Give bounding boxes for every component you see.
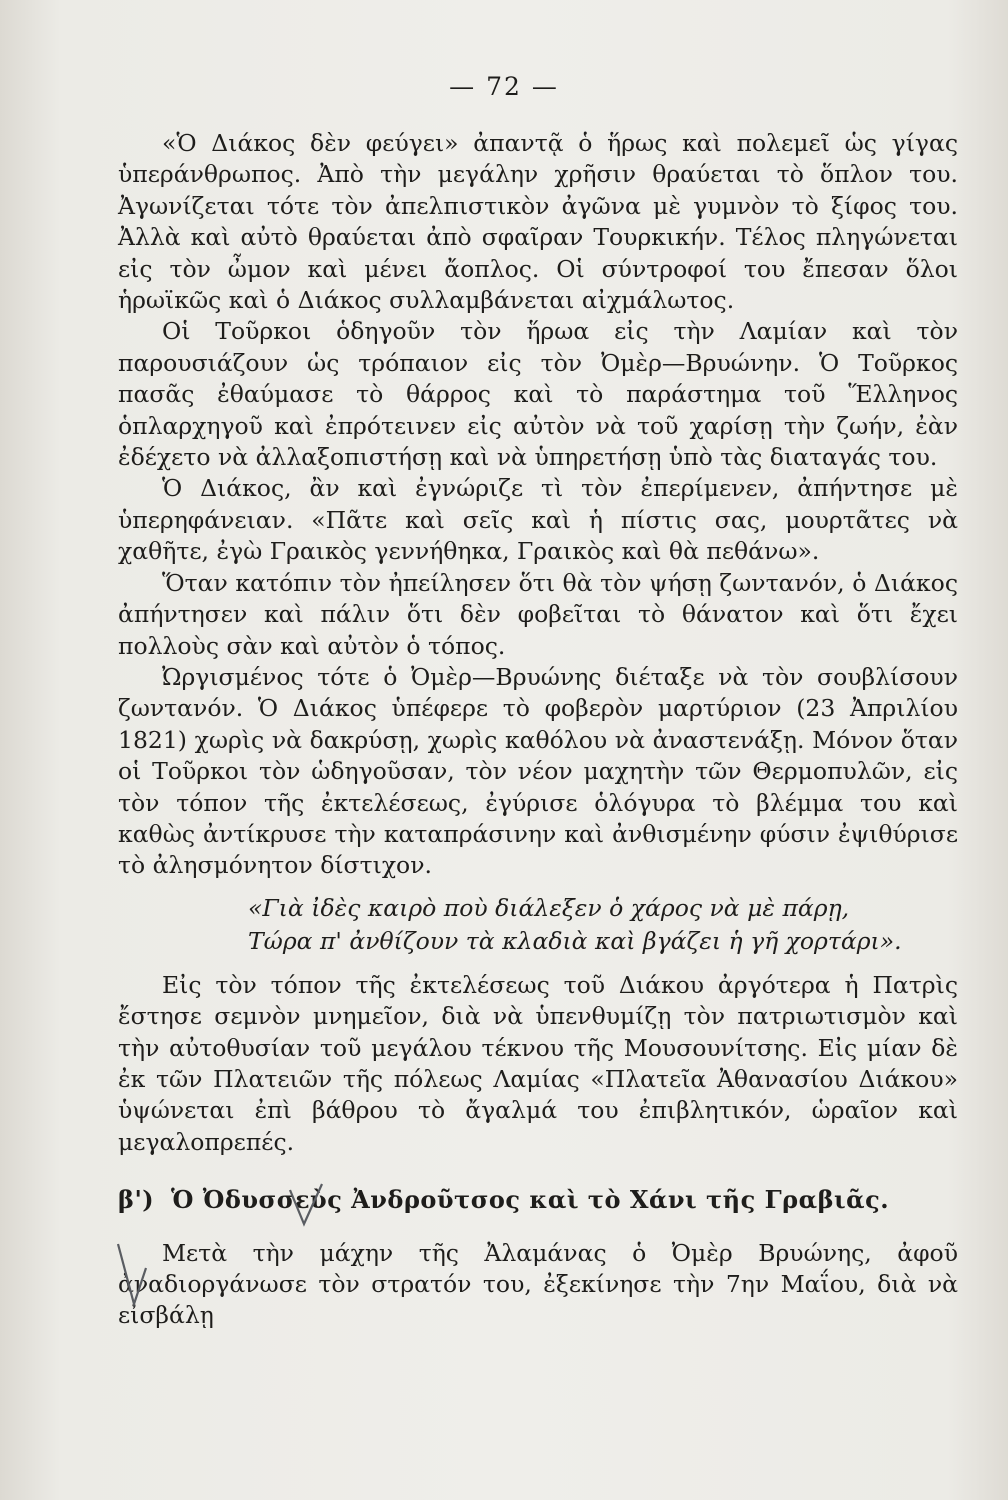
page-body [118, 128, 958, 1332]
paragraph-5: Ὠργισμένος τότε ὁ Ὀμὲρ—Βρυώνης διέταξε νὰ τὸν σουβλίσουν ζωντανόν. Ὁ Διάκος ὑπέφερε τὸ φοβερὸν μαρτύριον (23 Ἀπριλίου 1821) χωρὶς νὰ δακρύσῃ, χωρὶς καθόλου νὰ ἀναστενάξῃ. Μόνον ὅταν οἱ Τοῦρκοι τὸν ὡδηγοῦσαν, τὸν νέον μαχητὴν τῶν Θερμοπυλῶν, εἰς τὸν τόπον τῆς ἐκτελέσεως, ἐγύρισε ὁλόγυρα τὸ βλέμμα του καὶ καθὼς ἀντίκρυσε τὴν καταπράσινην καὶ ἀνθισμένην φύσιν ἐψιθύρισε τὸ ἀλησμόνητον δίστιχον. [118, 662, 958, 880]
section-heading [118, 1184, 958, 1215]
paragraph-2: Οἱ Τοῦρκοι ὁδηγοῦν τὸν ἥρωα εἰς τὴν Λαμίαν καὶ τὸν παρουσιάζουν ὡς τρόπαιον εἰς τὸν Ὀμὲρ—Βρυώνην. Ὁ Τοῦρκος πασᾶς ἐθαύμασε τὸ θάρρος καὶ τὸ παράστημα τοῦ Ἕλληνος ὁπλαρχηγοῦ καὶ ἐπρότεινεν εἰς αὐτὸν νὰ τοῦ χαρίσῃ τὴν ζωήν, ἐὰν ἐδέχετο νὰ ἀλλαξοπιστήσῃ καὶ νὰ ὑπηρετήσῃ ὑπὸ τὰς διαταγάς του. [118, 317, 958, 472]
paragraph-6: Εἰς τὸν τόπον τῆς ἐκτελέσεως τοῦ Διάκου ἀργότερα ἡ Πατρὶς ἔστησε σεμνὸν μνημεῖον, διὰ νὰ ὑπενθυμίζῃ τὸν πατριωτισμὸν καὶ τὴν αὐτοθυσίαν τοῦ μεγάλου τέκνου τῆς Μουσουνίτσης. Εἰς μίαν δὲ ἐκ τῶν Πλατειῶν τῆς πόλεως Λαμίας «Πλατεῖα Ἀθανασίου Διάκου» ὑψώνεται ἐπὶ βάθρου τὸ ἄγαλμά του ἐπιβλητικόν, ὡραῖον καὶ μεγαλοπρεπές. [118, 970, 958, 1156]
paragraph-7: Μετὰ τὴν μάχην τῆς Ἀλαμάνας ὁ Ὀμὲρ Βρυώνης, ἀφοῦ ἀναδιοργάνωσε τὸν στρατόν του, ἐξεκίνησε τὴν 7ην Μαΐου, διὰ νὰ εἰσβάλῃ [118, 1238, 958, 1330]
paragraph-1: «Ὁ Διάκος δὲν φεύγει» ἀπαντᾷ ὁ ἥρως καὶ πολεμεῖ ὡς γίγας ὑπεράνθρωπος. Ἀπὸ τὴν μεγάλην χρῆσιν θραύεται τὸ ὅπλον του. Ἀγωνίζεται τότε τὸν ἀπελπιστικὸν ἀγῶνα μὲ γυμνὸν τὸ ξίφος του. Ἀλλὰ καὶ αὐτὸ θραύεται ἀπὸ σφαῖραν Τουρκικήν. Τέλος πληγώνεται εἰς τὸν ὦμον καὶ μένει ἄοπλος. Οἱ σύντροφοί του ἔπεσαν ὅλοι ἡρωϊκῶς καὶ ὁ Διάκος συλλαμβάνεται αἰχμάλωτος. [118, 129, 958, 315]
poem-line-2: Τώρα π' ἀνθίζουν τὰ κλαδιὰ καὶ βγάζει ἡ γῆ χορτάρι». [248, 926, 902, 955]
paragraph-3: Ὁ Διάκος, ἂν καὶ ἐγνώριζε τὶ τὸν ἐπερίμενεν, ἀπήντησε μὲ ὑπερηφάνειαν. «Πᾶτε καὶ σεῖς καὶ ἡ πίστις σας, μουρτᾶτες νὰ χαθῆτε, ἐγὼ Γραικὸς γεννήθηκα, Γραικὸς καὶ θὰ πεθάνω». [118, 474, 958, 566]
section-title: Ὁ Ὀδυσσεὺς Ἀνδροῦτσος καὶ τὸ Χάνι τῆς Γραβιᾶς. [171, 1185, 890, 1215]
handwritten-check-icon [286, 1180, 326, 1230]
poem-line-1: «Γιὰ ἰδὲς καιρὸ ποὺ διάλεξεν ὁ χάρος νὰ μὲ πάρῃ, [248, 893, 850, 922]
section-number: β') [118, 1185, 155, 1215]
page-number: — 72 — [449, 72, 559, 101]
distich-poem [118, 892, 958, 958]
paragraph-4: Ὅταν κατόπιν τὸν ἠπείλησεν ὅτι θὰ τὸν ψήσῃ ζωντανόν, ὁ Διάκος ἀπήντησεν καὶ πάλιν ὅτι δὲν φοβεῖται τὸ θάνατον καὶ ὅτι ἔχει πολλοὺς σὰν καὶ αὐτὸν ὁ τόπος. [118, 568, 958, 660]
margin-check-icon [112, 1238, 152, 1310]
